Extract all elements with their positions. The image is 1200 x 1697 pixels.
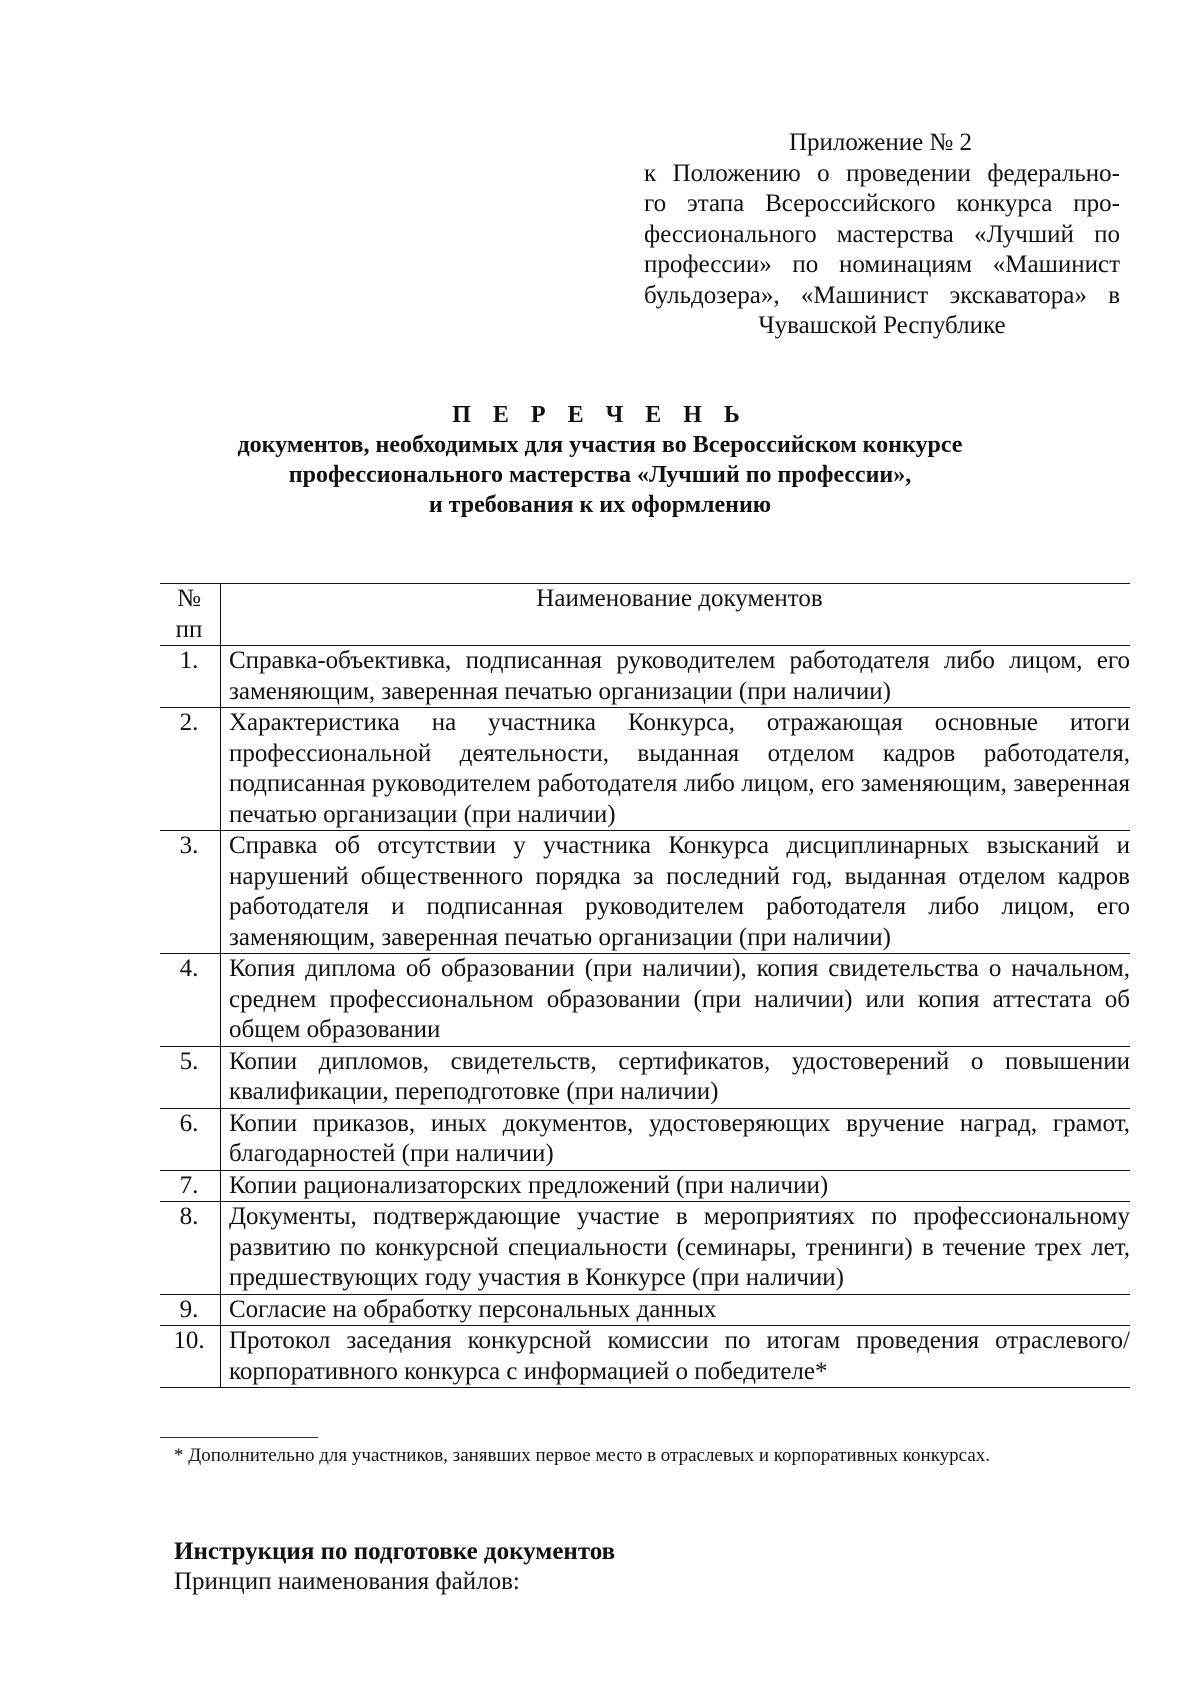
appendix-block	[644, 128, 1120, 342]
title-line: профессионального мастерства «Лучший по профессии»,	[288, 462, 912, 488]
table-row	[160, 1202, 1130, 1295]
footnote: * Дополнительно для участников, занявших первое место в отраслевых и корпоративных конкурсах.	[174, 1445, 991, 1466]
documents-table	[160, 583, 1130, 1388]
appendix-line: Приложение № 2	[789, 129, 973, 156]
row-text: Характеристика на участника Конкурса, отражающая основные итоги профессиональной деятельности, выданная отделом кадров работодателя, подписанная руководителем работодателя либо лицом, его заменяющим, заверенная печатью организации (при наличии)	[221, 708, 1131, 831]
table-row	[160, 646, 1130, 708]
document-title	[160, 400, 1040, 520]
row-text: Копия диплома об образовании (при наличии), копия свидетельства о начальном, среднем профессиональном образовании (при наличии) или копия аттестата об общем образовании	[221, 954, 1131, 1047]
table-row	[160, 708, 1130, 831]
appendix-line: фессионального мастерства «Лучший по	[644, 220, 1120, 248]
row-text: Справка об отсутствии у участника Конкурса дисциплинарных взысканий и нарушений общественного порядка за последний год, выданная отделом кадров работодателя и подписанная руководителем работодателя либо лицом, его заменяющим, заверенная печатью организации (при наличии)	[221, 831, 1131, 954]
row-text: Копии приказов, иных документов, удостоверяющих вручение наград, грамот, благодарностей (при наличии)	[221, 1108, 1131, 1170]
table-header-row	[160, 584, 1130, 646]
row-text: Протокол заседания конкурсной комиссии по итогам проведения отраслевого/ корпоративного конкурса с информацией о победителе*	[221, 1326, 1131, 1388]
title-line: документов, необходимых для участия во Всероссийском конкурсе	[237, 432, 963, 458]
row-number: 9.	[160, 1294, 221, 1326]
row-number: 1.	[160, 646, 221, 708]
appendix-line: к Положению о проведении федерально-	[644, 159, 1120, 187]
table-row	[160, 954, 1130, 1047]
table-row	[160, 1046, 1130, 1108]
row-number: 10.	[160, 1326, 221, 1388]
appendix-line: Чувашской Республике	[758, 312, 1006, 339]
appendix-line: бульдозера», «Машинист экскаватора» в	[644, 281, 1120, 309]
instructions-title: Инструкция по подготовке документов	[174, 1538, 616, 1565]
table-row	[160, 831, 1130, 954]
row-text: Копии дипломов, свидетельств, сертификатов, удостоверений о повышении квалификации, переподготовке (при наличии)	[221, 1046, 1131, 1108]
row-text: Справка-объективка, подписанная руководителем работодателя либо лицом, его заменяющим, заверенная печатью организации (при наличии)	[221, 646, 1131, 708]
header-name: Наименование документов	[221, 584, 1131, 646]
row-number: 4.	[160, 954, 221, 1047]
row-text: Согласие на обработку персональных данных	[221, 1294, 1131, 1326]
row-number: 5.	[160, 1046, 221, 1108]
row-number: 8.	[160, 1202, 221, 1295]
row-number: 2.	[160, 708, 221, 831]
table-row	[160, 1294, 1130, 1326]
row-number: 6.	[160, 1108, 221, 1170]
table-row	[160, 1170, 1130, 1202]
row-number: 3.	[160, 831, 221, 954]
instructions-text: Принцип наименования файлов:	[174, 1568, 520, 1595]
appendix-line: го этапа Всероссийского конкурса про-	[644, 190, 1120, 217]
table-row	[160, 1326, 1130, 1388]
table-row	[160, 1108, 1130, 1170]
header-num: № пп	[160, 584, 221, 646]
footnote-divider	[160, 1437, 318, 1438]
row-text: Документы, подтверждающие участие в мероприятиях по профессиональному развитию по конкурсной специальности (семинары, тренинги) в течение трех лет, предшествующих году участия в Конкурсе (при наличии)	[221, 1202, 1131, 1295]
appendix-line: профессии» по номинациям «Машинист	[644, 251, 1120, 278]
title-heading: П Е Р Е Ч Е Н Ь	[452, 402, 748, 428]
title-line: и требования к их оформлению	[428, 492, 772, 518]
row-text: Копии рационализаторских предложений (при наличии)	[221, 1170, 1131, 1202]
row-number: 7.	[160, 1170, 221, 1202]
